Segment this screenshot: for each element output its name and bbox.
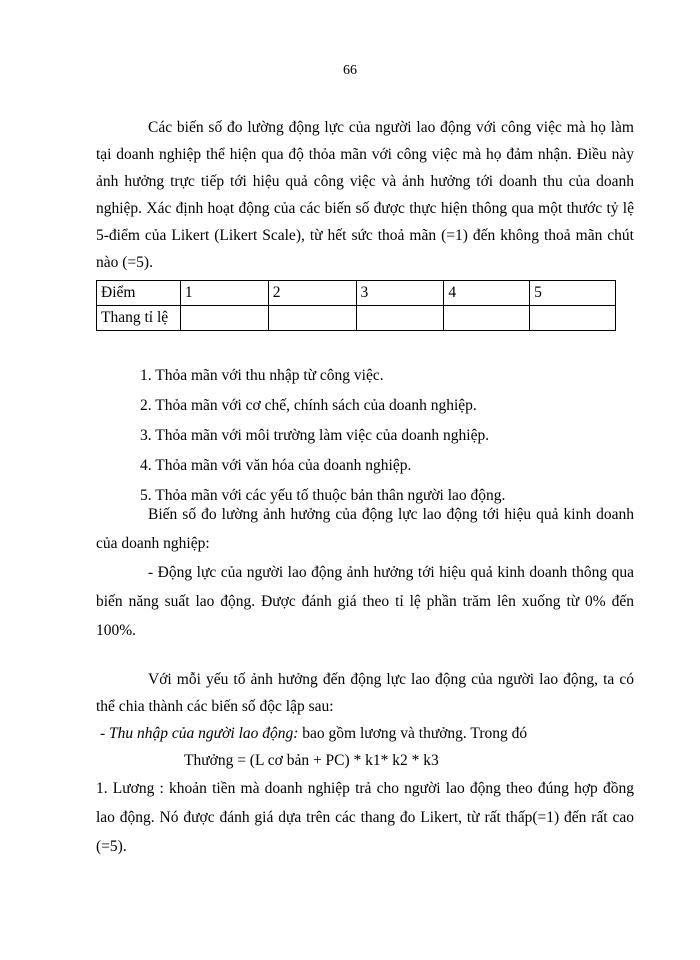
table-cell: 4 bbox=[444, 281, 530, 306]
table-row bbox=[97, 281, 616, 306]
intro-paragraph: Các biến số đo lường động lực của người lao động với công việc mà họ làm tại doanh nghiệp thể hiện qua độ thỏa mãn với công việc mà họ đảm nhận. Điều này ảnh hưởng trực tiếp tới hiệu quả công việc và ảnh hưởng tới doanh thu của doanh nghiệp. Xác định hoạt động của các biến số được thực hiện thông qua một thước tỷ lệ 5-điểm của Likert (Likert Scale), từ hết sức thoả mãn (=1) đến không thoả mãn chút nào (=5). bbox=[96, 119, 634, 271]
income-text: bao gồm lương và thưởng. Trong đó bbox=[298, 725, 528, 742]
list-item: 1. Thỏa mãn với thu nhập từ công việc. bbox=[140, 367, 384, 384]
table-cell bbox=[530, 306, 616, 331]
bonus-formula: Thưởng = (L cơ bản + PC) * k1* k2 * k3 bbox=[184, 752, 439, 769]
effect-section bbox=[96, 500, 634, 645]
likert-scale-table bbox=[96, 280, 616, 331]
table-cell bbox=[444, 306, 530, 331]
income-label: - Thu nhập của người lao động: bbox=[100, 725, 299, 742]
factors-paragraph: Với mỗi yếu tố ảnh hưởng đến động lực lao động của người lao động, ta có thể chia thành các biến số độc lập sau: bbox=[96, 671, 634, 715]
list-item: 5. Thỏa mãn với các yếu tố thuộc bản thân người lao động. bbox=[140, 487, 506, 504]
formula-line bbox=[96, 747, 634, 774]
effect-bullet: - Động lực của người lao động ảnh hưởng tới hiệu quả kinh doanh thông qua biến năng suất lao động. Được đánh giá theo tỉ lệ phần trăm lên xuống từ 0% đến 100%. bbox=[96, 564, 634, 639]
table-cell bbox=[356, 306, 444, 331]
page-number: 66 bbox=[343, 63, 357, 78]
table-cell: 1 bbox=[180, 281, 268, 306]
salary-paragraph: 1. Lương : khoản tiền mà doanh nghiệp trả cho người lao động theo đúng hợp đồng lao động. Nó được đánh giá dựa trên các thang đo Likert, từ rất thấp(=1) đến rất cao (=5). bbox=[96, 780, 634, 855]
table-cell: 5 bbox=[530, 281, 616, 306]
list-item: 4. Thỏa mãn với văn hóa của doanh nghiệp. bbox=[140, 457, 412, 474]
salary-section bbox=[96, 774, 634, 861]
list-item: 3. Thỏa mãn với môi trường làm việc của doanh nghiệp. bbox=[140, 427, 490, 444]
list-item: 2. Thỏa mãn với cơ chế, chính sách của doanh nghiệp. bbox=[140, 397, 477, 414]
table-cell: Thang tỉ lệ bbox=[97, 306, 181, 331]
table-cell bbox=[268, 306, 356, 331]
factors-section bbox=[96, 666, 634, 720]
satisfaction-list bbox=[96, 361, 634, 511]
table-cell bbox=[180, 306, 268, 331]
intro-section bbox=[96, 114, 634, 276]
table-cell: 2 bbox=[268, 281, 356, 306]
table-cell: Điểm bbox=[97, 281, 181, 306]
table-cell: 3 bbox=[356, 281, 444, 306]
income-line bbox=[100, 720, 638, 747]
table-row bbox=[97, 306, 616, 331]
effect-paragraph: Biến số đo lường ảnh hưởng của động lực lao động tới hiệu quả kinh doanh của doanh nghiệp: bbox=[96, 506, 634, 552]
